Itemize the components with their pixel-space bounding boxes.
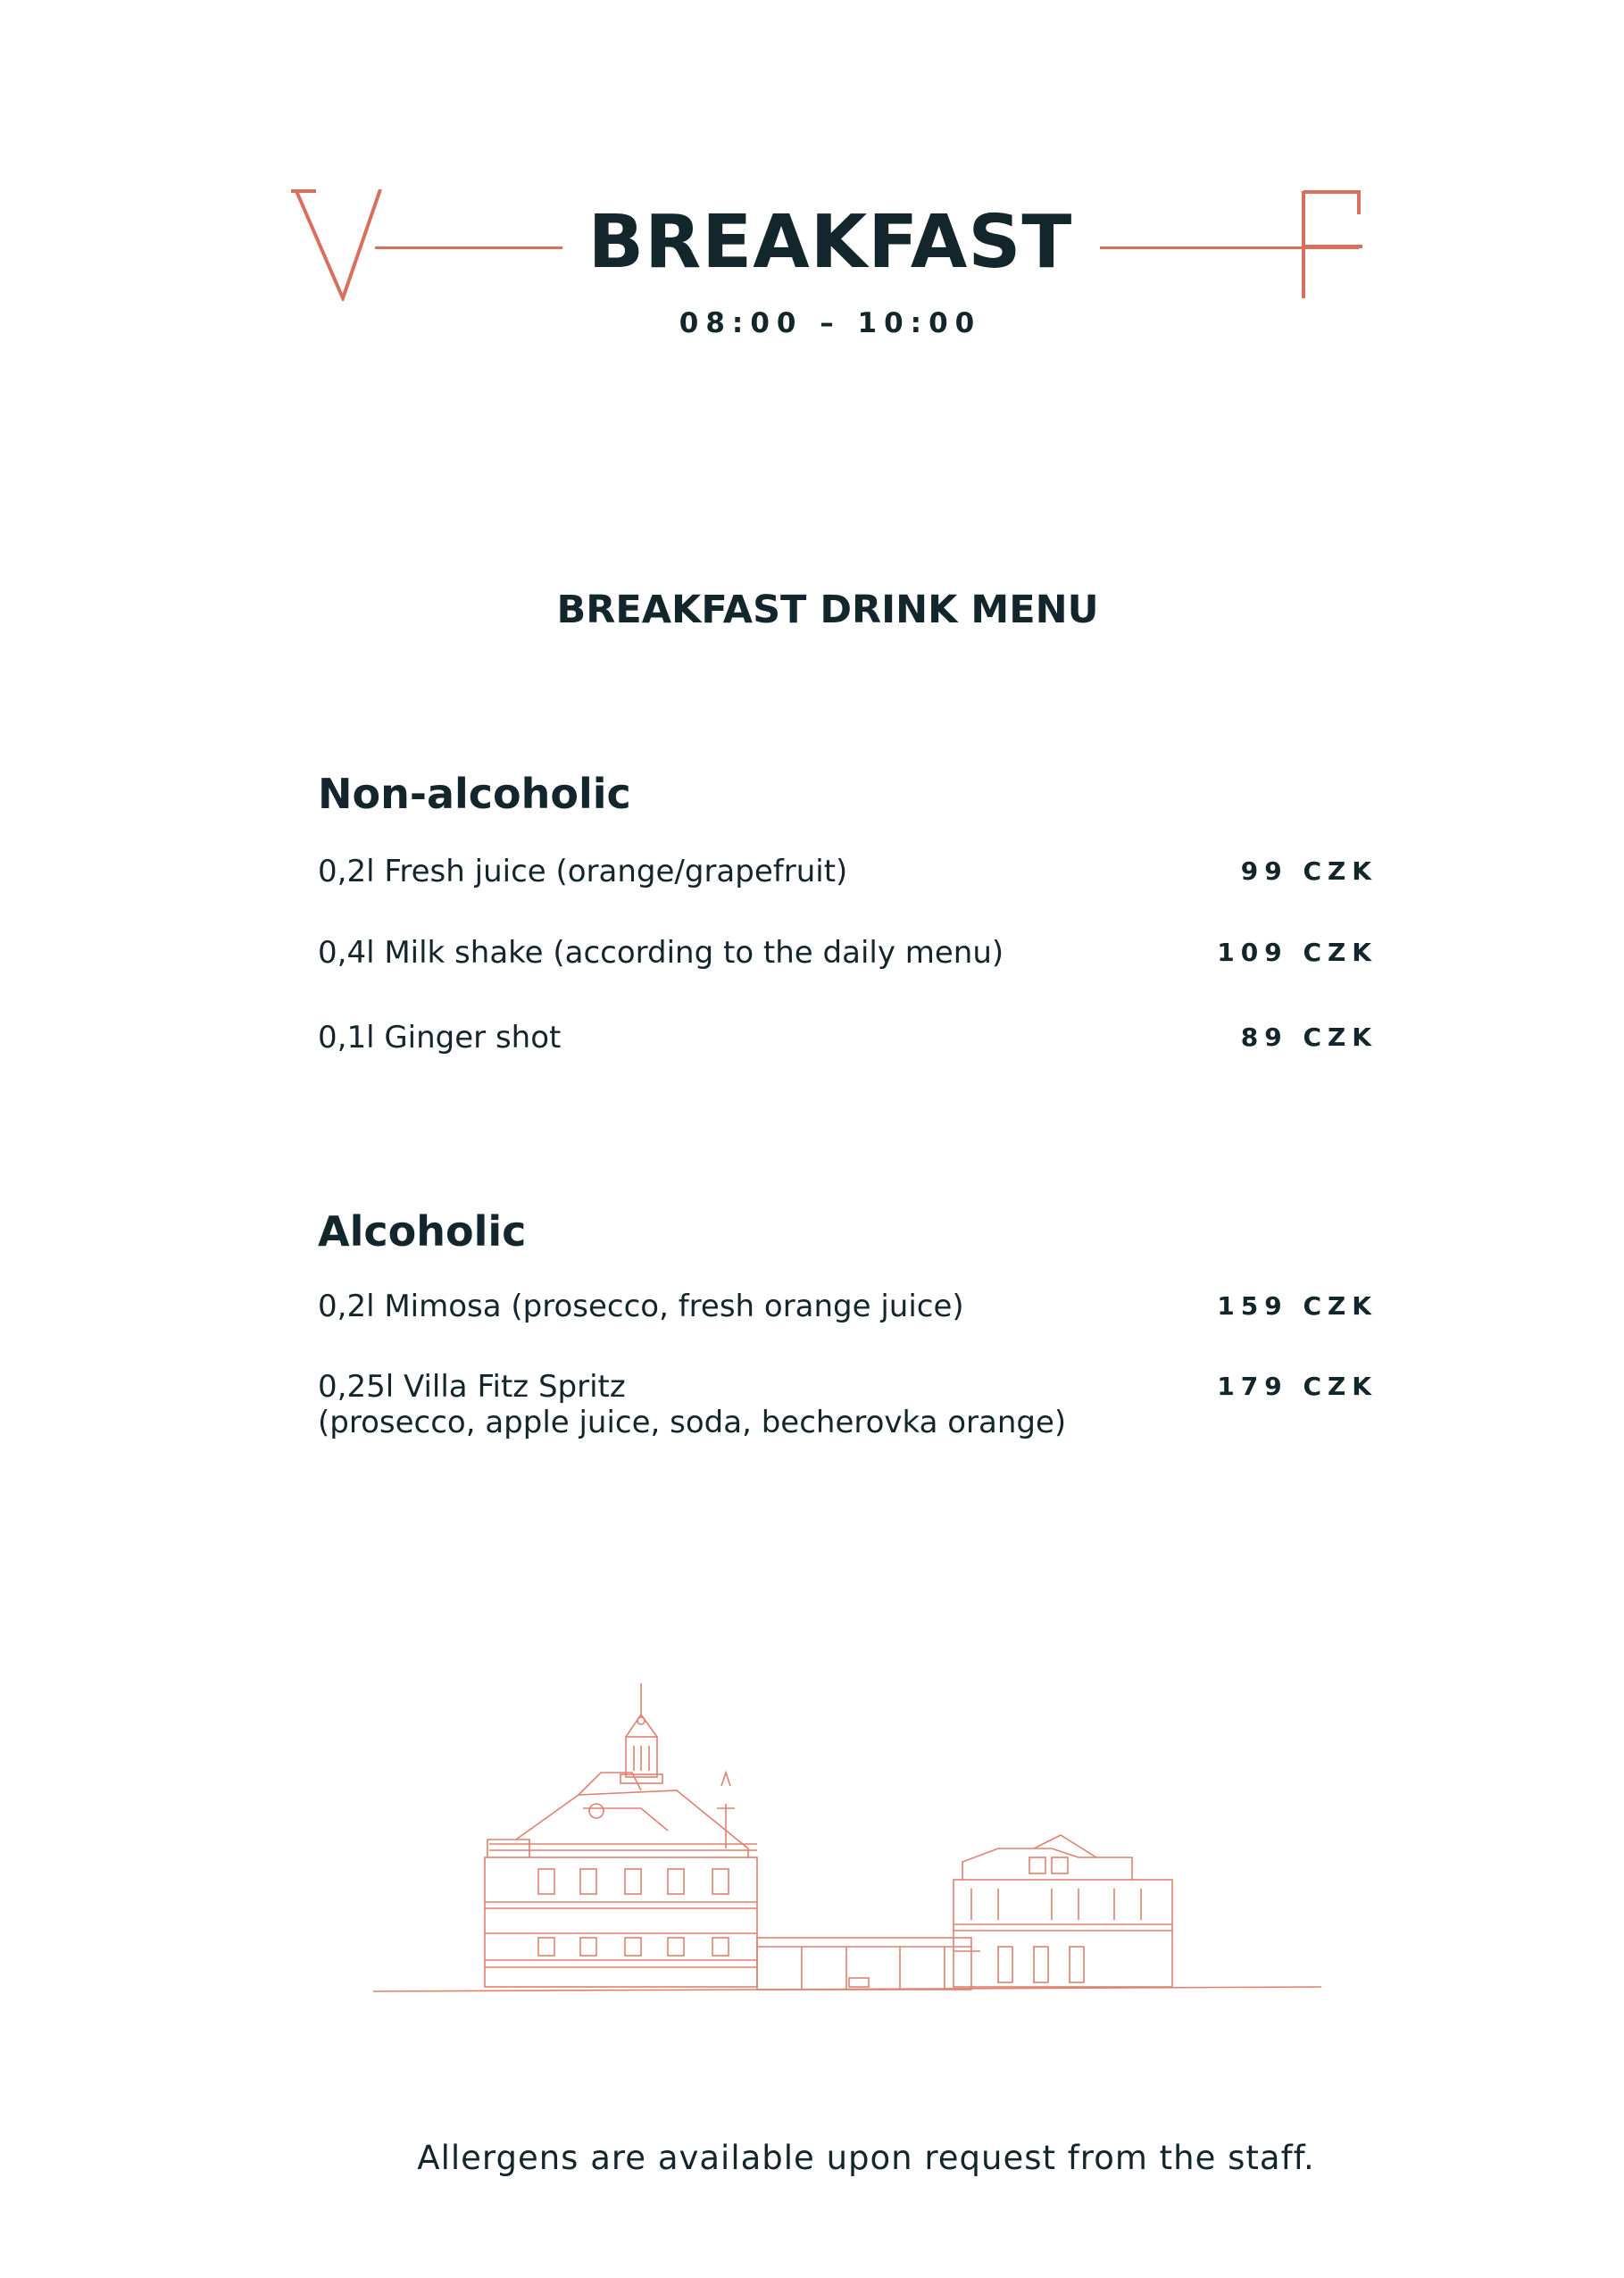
item-name: 0,25l Villa Fitz Spritz xyxy=(318,1369,626,1405)
menu-item xyxy=(318,1289,1378,1324)
item-price: 99 CZK xyxy=(1240,856,1378,886)
logo-f-letter xyxy=(1295,189,1375,301)
item-name: 0,4l Milk shake (according to the daily menu) xyxy=(318,935,1004,971)
item-name: 0,2l Fresh juice (orange/grapefruit) xyxy=(318,854,848,889)
item-description: (prosecco, apple juice, soda, becherovka orange) xyxy=(318,1405,1067,1440)
item-price: 89 CZK xyxy=(1240,1022,1378,1052)
menu-heading: BREAKFAST DRINK MENU xyxy=(556,588,1099,632)
item-name: 0,1l Ginger shot xyxy=(318,1020,562,1056)
page-title: BREAKFAST xyxy=(587,200,1073,285)
villa-building-illustration xyxy=(373,1665,1321,2005)
item-name-block xyxy=(318,1369,1066,1440)
menu-item xyxy=(318,854,1378,889)
item-name: 0,2l Mimosa (prosecco, fresh orange juice) xyxy=(318,1289,964,1324)
section-title-alcoholic: Alcoholic xyxy=(318,1207,527,1256)
menu-item xyxy=(318,1020,1378,1056)
item-price: 109 CZK xyxy=(1217,938,1378,967)
allergen-notice: Allergens are available upon request from the staff. xyxy=(417,2139,1315,2177)
header-rule-left xyxy=(375,246,562,249)
menu-item xyxy=(318,1369,1378,1440)
menu-item xyxy=(318,935,1378,971)
opening-hours: 08:00 – 10:00 xyxy=(679,307,982,339)
item-price: 159 CZK xyxy=(1217,1291,1378,1321)
section-title-non-alcoholic: Non-alcoholic xyxy=(318,770,631,818)
item-price: 179 CZK xyxy=(1217,1372,1378,1401)
logo-v-letter xyxy=(291,189,389,301)
